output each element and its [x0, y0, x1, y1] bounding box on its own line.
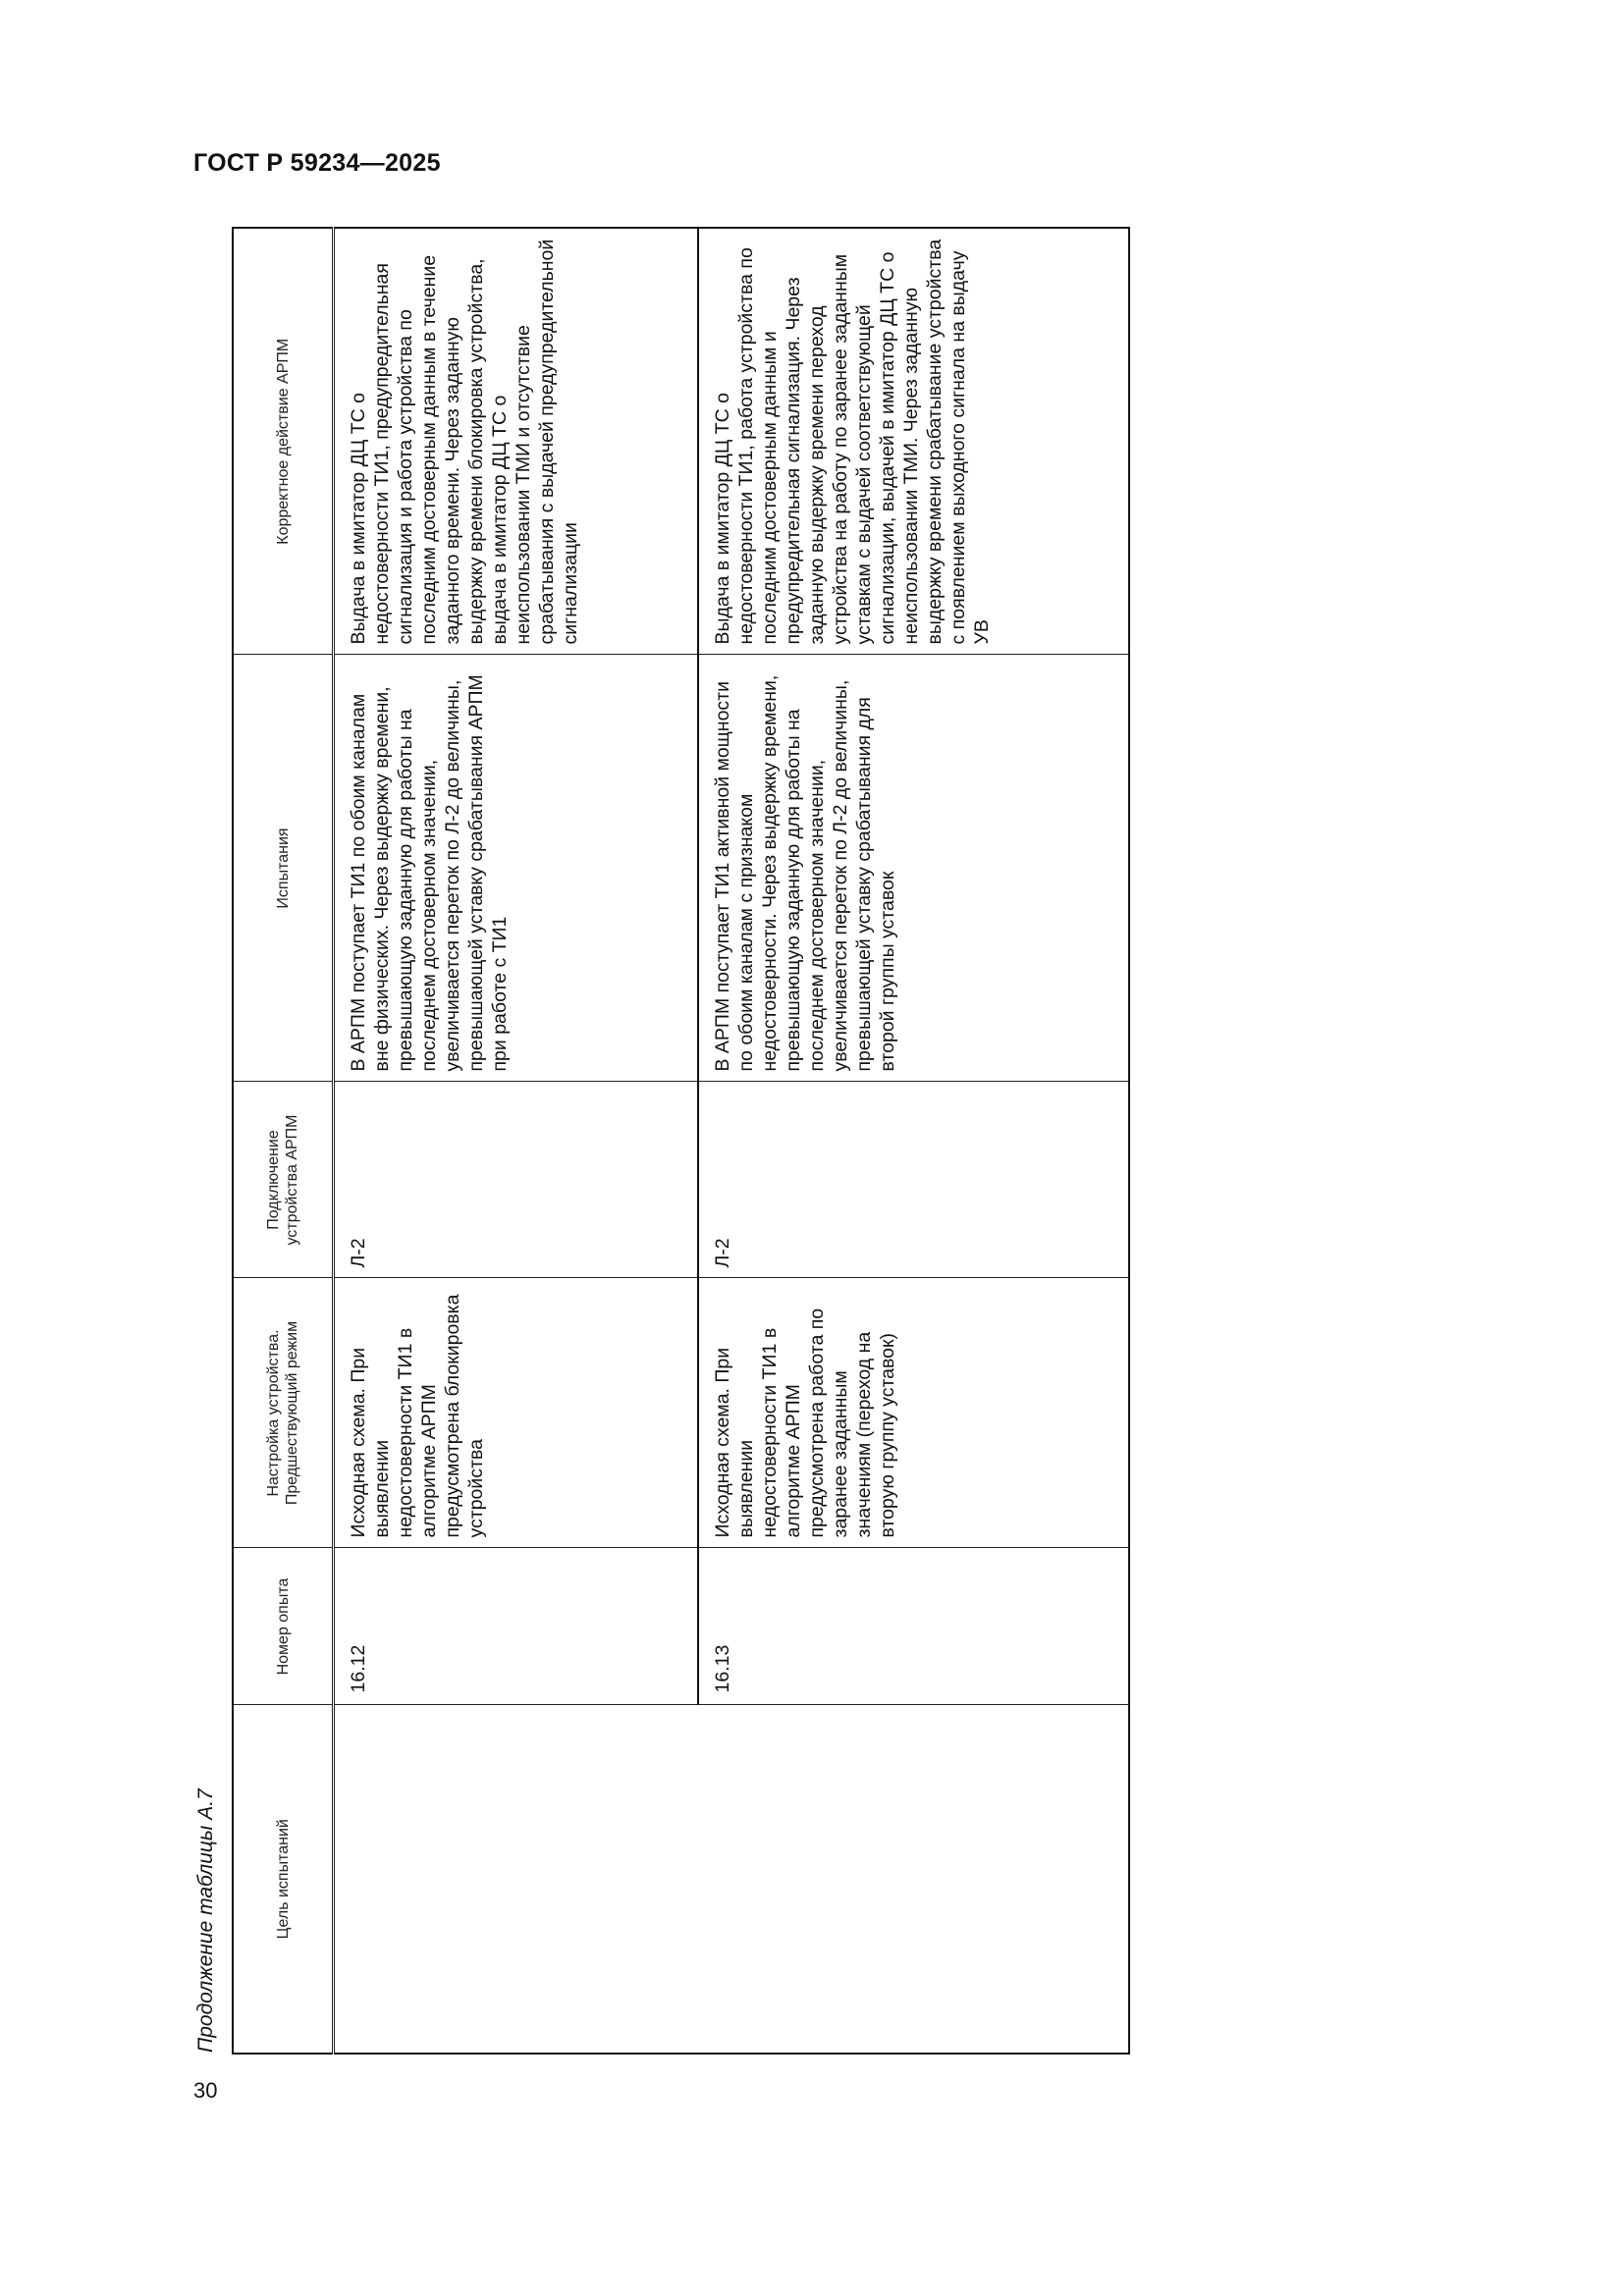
test-cell: В АРПМ поступает ТИ1 по обоим каналам вне физических. Через выдержку времени, превышающую заданную для работы на последнем достоверном значении, увеличивается переток по Л-2 до величины, превышающей уставку срабатывания АРПМ при работе с ТИ1	[334, 655, 698, 1082]
number-cell: 16.13	[698, 1548, 1129, 1705]
connection-cell: Л-2	[698, 1082, 1129, 1278]
number-cell: 16.12	[334, 1548, 698, 1705]
column-header-goal: Цель испытаний	[233, 1705, 334, 2054]
column-header-test: Испытания	[233, 655, 334, 1082]
column-header-action: Корректное действие АРПМ	[233, 228, 334, 655]
connection-cell: Л-2	[334, 1082, 698, 1278]
table-header-row	[233, 228, 334, 2054]
setup-cell: Исходная схема. При выявлении недостоверности ТИ1 в алгоритме АРПМ предусмотрена работа по заранее заданным значениям (переход на вторую группу уставок)	[698, 1278, 1129, 1548]
column-header-connection: Подключение устройства АРПМ	[233, 1082, 334, 1278]
column-header-setup: Настройка устройства. Предшествующий режим	[233, 1278, 334, 1548]
setup-cell: Исходная схема. При выявлении недостоверности ТИ1 в алгоритме АРПМ предусмотрена блокировка устройства	[334, 1278, 698, 1548]
column-header-number: Номер опыта	[233, 1548, 334, 1705]
table-continuation-label: Продолжение таблицы А.7	[194, 1789, 217, 2053]
document-header: ГОСТ Р 59234—2025	[193, 149, 441, 177]
rotated-table-container	[232, 229, 1130, 2055]
table-row	[334, 228, 698, 2054]
action-cell: Выдача в имитатор ДЦ ТС о недостоверности ТИ1, работа устройства по последним достоверным данным и предупредительная сигнализация. Через заданную выдержку времени переход устройства на работу по заранее заданным уставкам с выдачей соответствующей сигнализации, выдачей в имитатор ДЦ ТС о неиспользовании ТМИ. Через заданную выдержку времени срабатывание устройства с появлением выходного сигнала на выдачу УВ	[698, 228, 1129, 655]
page-number: 30	[193, 2078, 218, 2103]
test-cell: В АРПМ поступает ТИ1 активной мощности по обоим каналам с признаком недостоверности. Через выдержку времени, превышающую заданную для работы на последнем достоверном значении, увеличивается переток по Л-2 до величины, превышающей уставку срабатывания для второй группы уставок	[698, 655, 1129, 1082]
action-cell: Выдача в имитатор ДЦ ТС о недостоверности ТИ1, предупредительная сигнализация и работа устройства по последним достоверным данным в течение заданного времени. Через заданную выдержку времени блокировка устройства, выдача в имитатор ДЦ ТС о неиспользовании ТМИ и отсутствие срабатывания с выдачей предупредительной сигнализации	[334, 228, 698, 655]
test-table	[232, 227, 1130, 2055]
goal-cell	[334, 1705, 1130, 2054]
